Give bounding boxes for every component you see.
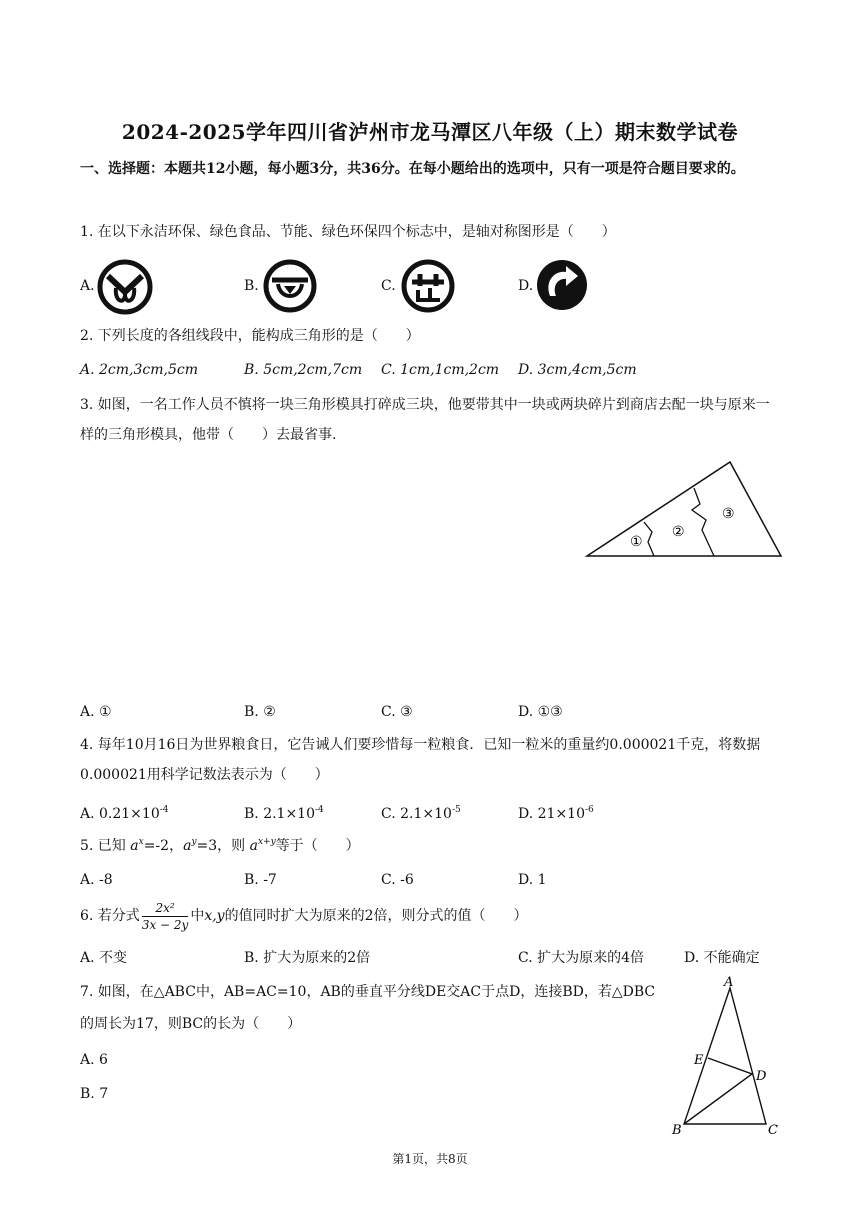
- question-2-stem: 2. 下列长度的各组线段中，能构成三角形的是（ ）: [80, 328, 420, 344]
- q4-option-c-exponent: -5: [451, 805, 461, 815]
- q3-option-d[interactable]: D. ①③: [518, 704, 563, 720]
- question-3-stem: 3. 如图，一名工作人员不慎将一块三角形模具打碎成三块，他要带其中一块或两块碎片到商店去配一块与原来一样的三角形模具，他带（ ）去最省事.: [80, 397, 770, 443]
- q1-option-a[interactable]: A.: [80, 278, 95, 294]
- q2-option-b[interactable]: B. 5cm,2cm,7cm: [244, 362, 363, 378]
- q5-mid-2: =3，则: [196, 838, 250, 854]
- piece-3-label: ③: [722, 506, 735, 522]
- q4-option-a-text: A. 0.21×10: [80, 806, 160, 822]
- q6-mid: 中: [190, 908, 205, 924]
- q3-option-c[interactable]: C. ③: [381, 704, 413, 720]
- q5-option-a[interactable]: A. -8: [80, 872, 113, 888]
- q6-numerator: 2x²: [142, 900, 189, 917]
- question-1-stem: 1. 在以下永洁环保、绿色食品、节能、绿色环保四个标志中，是轴对称图形是（ ）: [80, 224, 616, 240]
- q5-option-c[interactable]: C. -6: [381, 872, 414, 888]
- q4-option-d-exponent: -6: [585, 805, 594, 815]
- label-a: A: [724, 975, 734, 990]
- q4-option-c-text: C. 2.1×10: [381, 806, 452, 822]
- q5-suffix: 等于（ ）: [275, 838, 360, 854]
- q3-option-a[interactable]: A. ①: [80, 704, 112, 720]
- q6-prefix: 6. 若分式: [80, 908, 140, 924]
- q1-option-b[interactable]: B.: [244, 278, 259, 294]
- q6-fraction: [142, 900, 189, 933]
- q6-denominator: 3x − 2y: [141, 917, 189, 932]
- piece-2-label: ②: [672, 524, 685, 540]
- question-4-stem: 4. 每年10月16日为世界粮食日，它告诫人们要珍惜每一粒粮食．已知一粒米的重量约0.000021千克，将数据0.000021用科学记数法表示为（ ）: [80, 737, 761, 783]
- yongjie-logo-icon: [96, 258, 154, 320]
- section-heading: 一、选择题：本题共12小题，每小题3分，共36分。在每小题给出的选项中，只有一项是符合题目要求的。: [80, 161, 745, 177]
- q6-suffix: 的值同时扩大为原来的2倍，则分式的值（ ）: [224, 908, 528, 924]
- energy-saving-logo-icon: [400, 258, 456, 318]
- label-e: E: [694, 1053, 704, 1068]
- question-7-stem-line-2: 的周长为17，则BC的长为（ ）: [80, 1016, 302, 1032]
- q3-option-b[interactable]: B. ②: [244, 704, 276, 720]
- q1-option-c[interactable]: C.: [381, 278, 396, 294]
- q5-option-d[interactable]: D. 1: [518, 872, 547, 888]
- broken-triangle-figure: [584, 458, 784, 564]
- q2-option-d[interactable]: D. 3cm,4cm,5cm: [518, 362, 637, 378]
- green-recycle-logo-icon: [534, 256, 590, 318]
- q4-option-b-exponent: -4: [315, 805, 324, 815]
- q1-option-d[interactable]: D.: [518, 278, 534, 294]
- q5-exp-1: x: [138, 837, 144, 847]
- q7-option-a[interactable]: A. 6: [80, 1052, 108, 1068]
- q5-mid-1: =-2，: [143, 838, 184, 854]
- q4-option-b[interactable]: [244, 804, 324, 824]
- green-food-logo-icon: [262, 258, 318, 318]
- page-footer: 第1页，共8页: [392, 1152, 468, 1166]
- q6-vars: x,y: [204, 908, 225, 924]
- q6-option-a[interactable]: A. 不变: [80, 950, 128, 966]
- piece-1-label: ①: [630, 534, 643, 550]
- q5-base-2: a: [183, 838, 192, 854]
- q7-option-b[interactable]: B. 7: [80, 1086, 109, 1102]
- question-5-stem: [80, 836, 360, 856]
- page-title: 2024-2025学年四川省泸州市龙马潭区八年级（上）期末数学试卷: [121, 120, 739, 144]
- q6-option-c[interactable]: C. 扩大为原来的4倍: [518, 950, 645, 966]
- q4-option-d[interactable]: [518, 804, 594, 824]
- triangle-abc-figure: [668, 974, 786, 1144]
- q4-option-b-text: B. 2.1×10: [244, 806, 315, 822]
- question-6-stem: [80, 898, 527, 934]
- q5-prefix: 5. 已知: [80, 838, 131, 854]
- q4-option-a-exponent: -4: [159, 805, 169, 815]
- q4-option-d-text: D. 21×10: [518, 806, 585, 822]
- q6-option-d[interactable]: D. 不能确定: [684, 950, 760, 966]
- question-7-stem-line-1: 7. 如图，在△ABC中，AB=AC=10，AB的垂直平分线DE交AC于点D，连接BD，若△DBC: [80, 984, 656, 1000]
- label-b: B: [672, 1123, 682, 1138]
- q5-base-3: a: [249, 838, 258, 854]
- q5-exp-3: x+y: [257, 837, 276, 847]
- label-d: D: [756, 1069, 767, 1084]
- q6-option-b[interactable]: B. 扩大为原来的2倍: [244, 950, 371, 966]
- q5-exp-2: y: [191, 837, 197, 847]
- label-c: C: [768, 1123, 778, 1138]
- q2-option-a[interactable]: A. 2cm,3cm,5cm: [80, 362, 198, 378]
- q5-option-b[interactable]: B. -7: [244, 872, 277, 888]
- q2-option-c[interactable]: C. 1cm,1cm,2cm: [381, 362, 500, 378]
- q4-option-a[interactable]: [80, 804, 169, 824]
- q4-option-c[interactable]: [381, 804, 461, 824]
- q5-base-1: a: [130, 838, 139, 854]
